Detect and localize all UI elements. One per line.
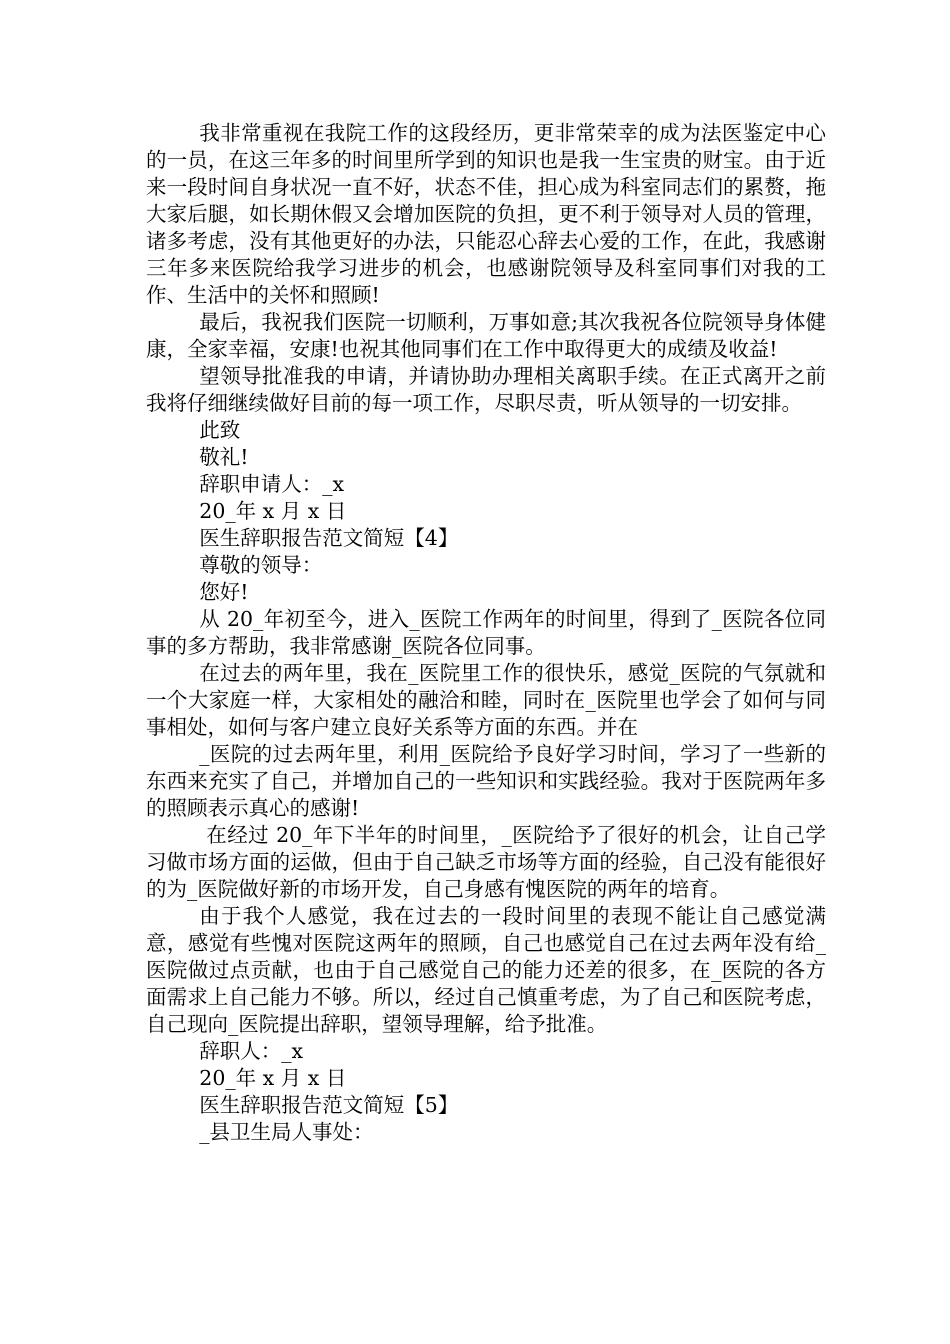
paragraph-gratitude: 我非常重视在我院工作的这段经历，更非常荣幸的成为法医鉴定中心的一员，在这三年多的时间里所学到的知识也是我一生宝贵的财宝。由于近来一段时间自身状况一直不好，状态不佳，担心成为科室同志们的累赘，拖大家后腿，如长期休假又会增加医院的负担，更不利于领导对人员的管理，诸多考虑，没有其他更好的办法，只能忍心辞去心爱的工作，在此，我感谢三年多来医院给我学习进步的机会，也感谢院领导及科室同事们对我的工作、生活中的关怀和照顾! [146,121,826,307]
paragraph-past-two-years: 在过去的两年里，我在_医院里工作的很快乐，感觉_医院的气氛就和一个大家庭一样，大家相处的融洽和睦，同时在_医院里也学会了如何与同事相处，如何与客户建立良好关系等方面的东西。并在 [146,661,826,739]
signature-date: 20_年 x 月 x 日 [199,499,347,523]
applicant-signature: 辞职申请人：_x [199,472,345,496]
letter-greeting: 您好! [199,580,249,604]
paragraph-learning: _医院的过去两年里，利用_医院给予良好学习时间，学习了一些新的东西来充实了自己，并增加自己的一些知识和实践经验。我对于医院两年多的照顾表示真心的感谢! [146,742,826,820]
paragraph-request: 望领导批准我的申请，并请协助办理相关离职手续。在正式离开之前我将仔细继续做好目前的每一项工作，尽职尽责，听从领导的一切安排。 [146,364,826,415]
paragraph-wishes: 最后，我祝我们医院一切顺利，万事如意;其次我祝各位院领导身体健康，全家幸福，安康!也祝其他同事们在工作中取得更大的成绩及收益! [146,310,826,361]
paragraph-market-experience: 在经过 20_年下半年的时间里，_医院给予了很好的机会，让自己学习做市场方面的运做，但由于自己缺乏市场等方面的经验，自己没有能很好的为_医院做好新的市场开发，自己身感有愧医院的两年的培育。 [146,823,826,901]
paragraph-intro: 从 20_年初至今，进入_医院工作两年的时间里，得到了_医院各位同事的多方帮助，我非常感谢_医院各位同事。 [146,607,826,658]
letter-addressee: 尊敬的领导： [199,553,323,577]
document-body [146,120,826,1146]
closing-salutation: 此致 [199,418,241,442]
paragraph-resignation-reason: 由于我个人感觉，我在过去的一段时间里的表现不能让自己感觉满意，感觉有些愧对医院这两年的照顾，自己也感觉自己在过去两年没有给_医院做过点贡献，也由于自己感觉自己的能力还差的很多，在_医院的各方面需求上自己能力不够。所以，经过自己慎重考虑，为了自己和医院考虑，自己现向_医院提出辞职，望领导理解，给予批准。 [146,904,826,1036]
signature-date-2: 20_年 x 月 x 日 [199,1066,347,1090]
resigner-signature: 辞职人：_x [199,1039,304,1063]
section-heading-4: 医生辞职报告范文简短【4】 [199,526,459,550]
letter-addressee-2: _县卫生局人事处： [199,1120,374,1144]
section-heading-5: 医生辞职报告范文简短【5】 [199,1093,459,1117]
closing-respect: 敬礼! [199,445,249,469]
